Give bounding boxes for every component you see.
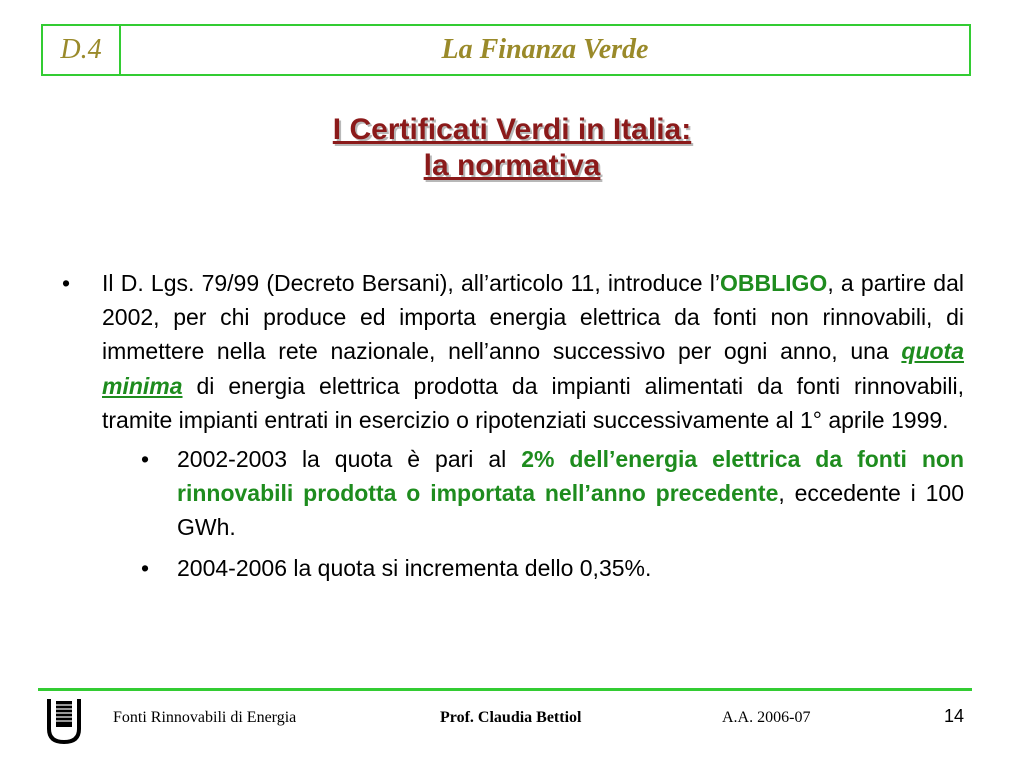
sub-bullet-1 bbox=[141, 442, 965, 545]
main-bullet-text-3: di energia elettrica prodotta da impianti alimentati da fonti rinnovabili, tramite impianti entrati in esercizio o ripotenziati successivamente al 1° aprile 1999. bbox=[102, 372, 964, 433]
sub-bullet-1-text-2: , eccedente i 100 GWh. bbox=[177, 480, 964, 541]
slide-title-line-2: la normativa bbox=[423, 149, 601, 182]
slide-title-line-1: I Certificati Verdi in Italia: bbox=[332, 113, 692, 146]
slide-title bbox=[0, 112, 1024, 184]
footer-course: Fonti Rinnovabili di Energia bbox=[113, 709, 297, 726]
bullet-dot-icon: • bbox=[141, 554, 150, 581]
quota-minima-highlight: quota minima bbox=[102, 338, 964, 399]
sub-bullet-2 bbox=[141, 551, 964, 585]
footer-academic-year: A.A. 2006-07 bbox=[722, 709, 811, 726]
obbligo-highlight: OBBLIGO bbox=[719, 270, 828, 296]
bullet-dot-icon: • bbox=[62, 270, 71, 296]
bullet-dot-icon: • bbox=[141, 446, 150, 473]
sub-bullet-1-highlight: 2% dell’energia elettrica da fonti non rinnovabili prodotta o importata nell’anno precedente bbox=[177, 446, 965, 507]
header-title: La Finanza Verde bbox=[441, 34, 649, 65]
bullet-list bbox=[62, 266, 964, 585]
main-bullet-text-2: , a partire dal 2002, per chi produce ed importa energia elettrica da fonti non rinnovabili, di immettere nella rete nazionale, nell’anno successivo per ogni anno, una bbox=[102, 270, 964, 365]
footer-professor: Prof. Claudia Bettiol bbox=[440, 709, 582, 726]
sub-bullet-1-text-1: 2002-2003 la quota è pari al bbox=[177, 446, 522, 473]
main-bullet bbox=[62, 266, 964, 437]
main-bullet-text-1: Il D. Lgs. 79/99 (Decreto Bersani), all’articolo 11, introduce l’ bbox=[102, 270, 720, 296]
footer-divider bbox=[38, 688, 972, 691]
header-box bbox=[41, 24, 971, 76]
sub-bullet-2-text: 2004-2006 la quota si incrementa dello 0,35%. bbox=[177, 554, 652, 581]
section-code: D.4 bbox=[43, 26, 121, 74]
page-number: 14 bbox=[944, 706, 965, 726]
university-logo-icon bbox=[44, 697, 84, 745]
